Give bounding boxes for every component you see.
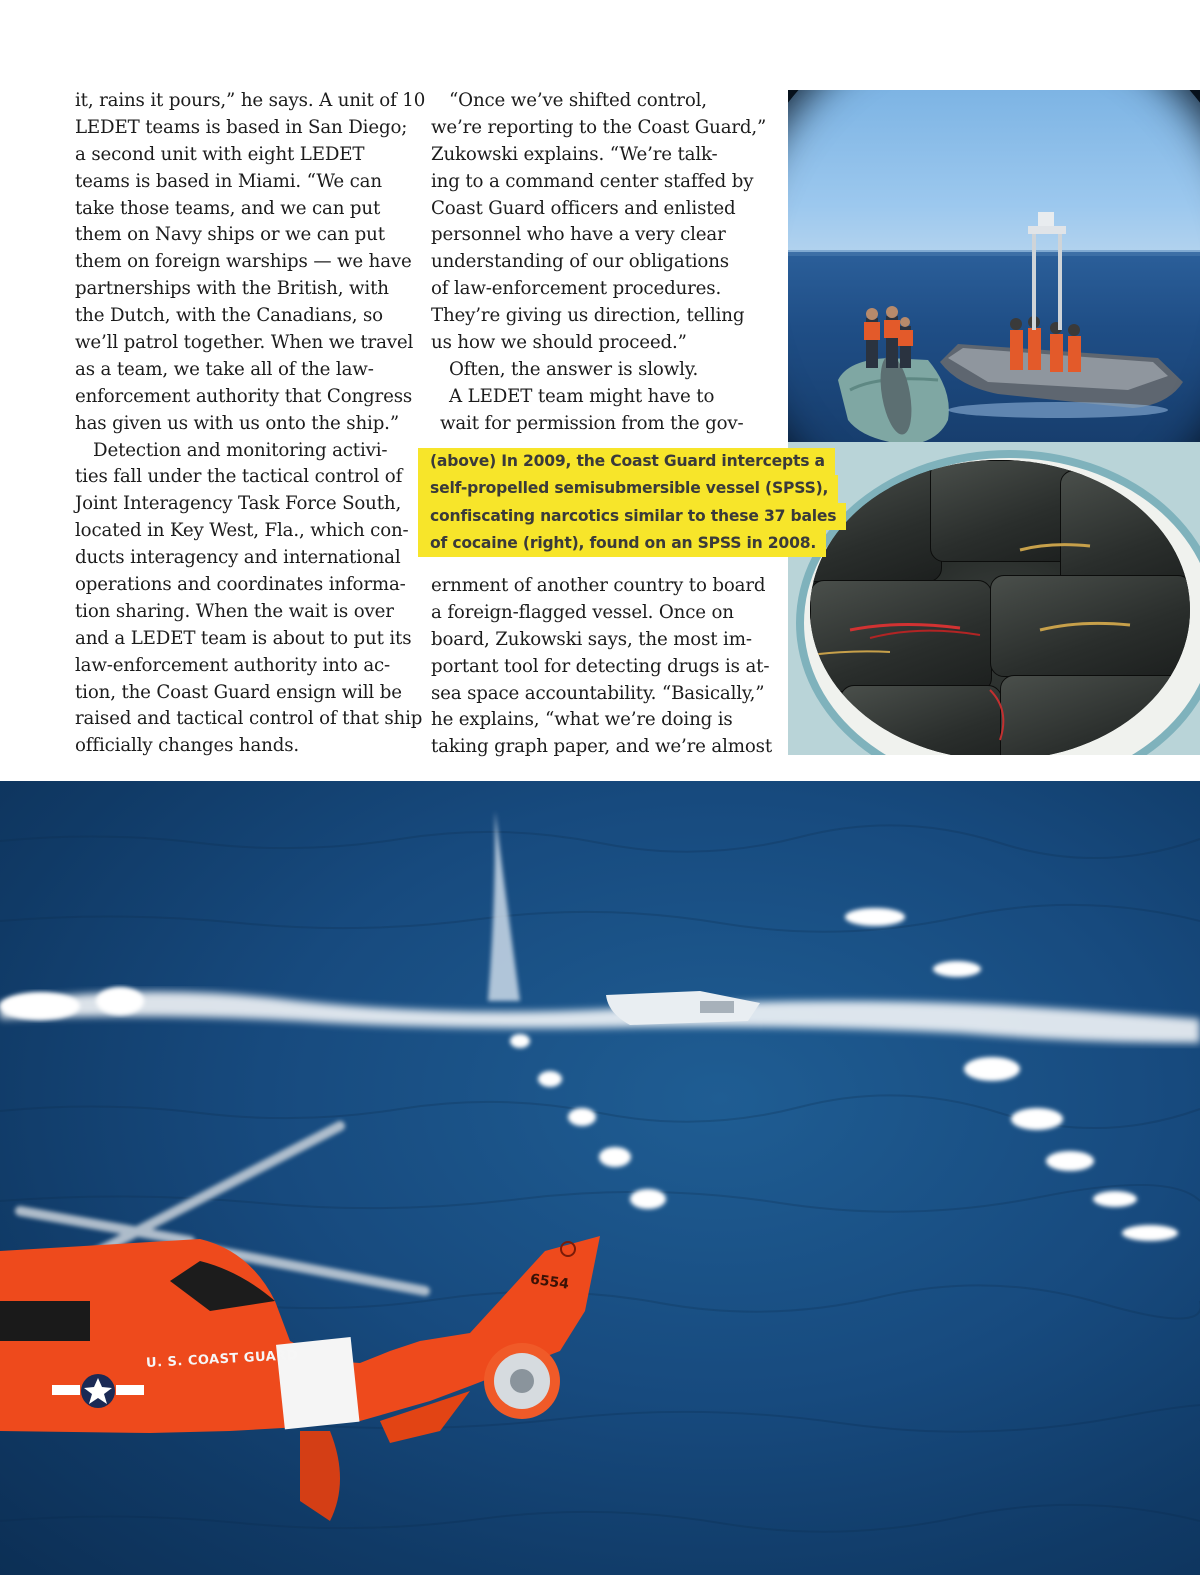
text-line: it, rains it pours,” he says. A unit of 10 [75, 90, 426, 111]
hatch-opening [810, 460, 1190, 755]
text-line: ernment of another country to board [431, 575, 766, 596]
text-line: personnel who have a very clear [431, 224, 726, 246]
text-line: a second unit with eight LEDET [75, 143, 365, 165]
text-line: he explains, “what we’re doing is [431, 709, 733, 731]
text-line: A LEDET team might have to [431, 385, 715, 407]
text-line: officially changes hands. [75, 735, 300, 757]
text-line: a foreign-flagged vessel. Once on [431, 601, 734, 623]
text-line: tion sharing. When the wait is over [75, 600, 394, 622]
caption-line: confiscating narcotics similar to these 37 bales [418, 503, 846, 530]
caption-line: (above) In 2009, the Coast Guard intercepts a [418, 448, 835, 475]
text-line: we’re reporting to the Coast Guard,” [431, 116, 767, 138]
spss-interception-photo [788, 90, 1200, 442]
text-line: ties fall under the tactical control of [75, 466, 403, 488]
text-line: wait for permission from the gov- [431, 412, 744, 434]
text-line: has given us with us onto the ship.” [75, 412, 399, 434]
article-column-2-bottom [431, 573, 776, 761]
caption-line: of cocaine (right), found on an SPSS in 2008. [418, 530, 826, 557]
article-column-1 [75, 88, 426, 760]
photo-caption [418, 448, 863, 557]
text-line: ing to a command center staffed by [431, 170, 754, 192]
text-line: Coast Guard officers and enlisted [431, 197, 736, 219]
text-line: we’ll patrol together. When we travel [75, 332, 414, 354]
text-line: operations and coordinates informa- [75, 574, 406, 596]
tail-number: 6554 [529, 1271, 570, 1293]
text-line: LEDET teams is based in San Diego; [75, 116, 408, 138]
text-line: of law-enforcement procedures. [431, 278, 722, 300]
text-line: portant tool for detecting drugs is at- [431, 655, 770, 677]
caption-line: self-propelled semisubmersible vessel (SPSS), [418, 475, 838, 502]
text-line: ducts interagency and international [75, 547, 401, 569]
text-line: partnerships with the British, with [75, 278, 389, 300]
text-line: enforcement authority that Congress [75, 385, 413, 407]
text-line: Often, the answer is slowly. [431, 358, 699, 380]
text-line: understanding of our obligations [431, 251, 729, 273]
text-line: taking graph paper, and we’re almost [431, 736, 773, 758]
text-line: take those teams, and we can put [75, 197, 381, 219]
text-line: them on foreign warships — we have [75, 251, 412, 273]
text-line: raised and tactical control of that ship [75, 708, 423, 730]
text-line: They’re giving us direction, telling [431, 305, 745, 327]
article-column-2-top [431, 88, 776, 438]
coast-guard-marking: U. S. COAST GUARD [145, 1348, 299, 1371]
text-line: the Dutch, with the Canadians, so [75, 305, 383, 327]
text-line: and a LEDET team is about to put its [75, 627, 412, 649]
text-line: sea space accountability. “Basically,” [431, 682, 765, 704]
text-line: law-enforcement authority into ac- [75, 654, 391, 676]
text-line: Joint Interagency Task Force South, [75, 493, 402, 515]
text-line: “Once we’ve shifted control, [431, 90, 707, 111]
text-line: Detection and monitoring activi- [75, 439, 388, 461]
text-line: Zukowski explains. “We’re talk- [431, 143, 718, 165]
text-line: them on Navy ships or we can put [75, 224, 385, 246]
text-line: tion, the Coast Guard ensign will be [75, 681, 402, 703]
helicopter-scene [0, 781, 1200, 1575]
helicopter-warning-shots-photo [0, 781, 1200, 1575]
porthole-frame [788, 90, 1200, 442]
text-line: as a team, we take all of the law- [75, 358, 374, 380]
bale-straps [810, 460, 1190, 755]
text-line: teams is based in Miami. “We can [75, 170, 382, 192]
text-line: located in Key West, Fla., which con- [75, 520, 409, 542]
text-line: us how we should proceed.” [431, 332, 687, 354]
text-line: board, Zukowski says, the most im- [431, 628, 752, 650]
